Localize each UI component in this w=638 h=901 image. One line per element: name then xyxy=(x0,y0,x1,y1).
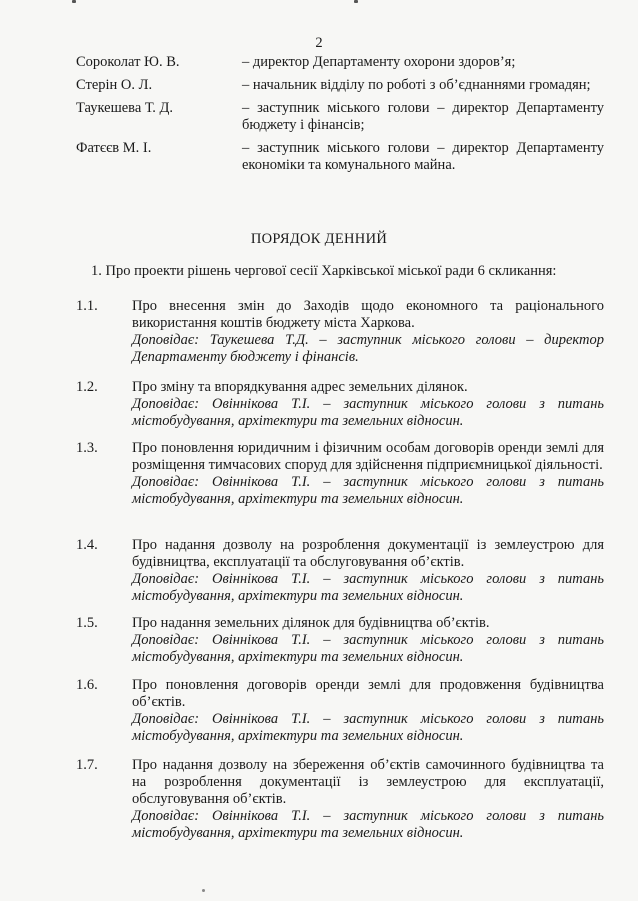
agenda-item-speaker: Доповідає: Овіннікова Т.І. – заступник міського голови з питань містобудування, архітектури та земельних відносин. xyxy=(132,808,604,841)
agenda-item xyxy=(76,537,604,605)
agenda-item xyxy=(76,298,604,366)
attendee-row xyxy=(76,77,604,94)
attendee-row xyxy=(76,100,604,134)
agenda-item-title: Про надання земельних ділянок для будівництва об’єктів. xyxy=(132,615,490,631)
agenda-item-number: 1.2. xyxy=(76,379,98,395)
attendee-role: – директор Департаменту охорони здоров’я; xyxy=(242,54,516,70)
agenda-item-number: 1.6. xyxy=(76,677,98,693)
agenda-item-speaker: Доповідає: Овіннікова Т.І. – заступник міського голови з питань містобудування, архітектури та земельних відносин. xyxy=(132,711,604,744)
attendee-name: Сороколат Ю. В. xyxy=(76,54,180,70)
agenda-item-speaker: Доповідає: Таукешева Т.Д. – заступник міського голови – директор Департаменту бюджету і фінансів. xyxy=(132,332,604,365)
agenda-intro: 1. Про проекти рішень чергової сесії Харківської міської ради 6 скликання: xyxy=(91,263,557,279)
agenda-item xyxy=(76,677,604,745)
attendee-row xyxy=(76,140,604,174)
agenda-item-title: Про надання дозволу на розроблення документації із землеустрою для будівництва, експлуатації та обслуговування об’єктів. xyxy=(132,537,604,570)
agenda-item-title: Про поновлення юридичним і фізичним особам договорів оренди землі для розміщення тимчасових споруд для здійснення підприємницької діяльності. xyxy=(132,440,604,473)
agenda-item-speaker: Доповідає: Овіннікова Т.І. – заступник міського голови з питань містобудування, архітектури та земельних відносин. xyxy=(132,632,604,665)
agenda-item xyxy=(76,379,604,430)
attendee-name: Таукешева Т. Д. xyxy=(76,100,174,116)
attendee-name: Фатєєв М. І. xyxy=(76,140,152,156)
agenda-item xyxy=(76,440,604,508)
attendee-list xyxy=(76,54,604,180)
agenda-item-speaker: Доповідає: Овіннікова Т.І. – заступник міського голови з питань містобудування, архітектури та земельних відносин. xyxy=(132,571,604,604)
agenda-item-number: 1.3. xyxy=(76,440,98,456)
attendee-role: – начальник відділу по роботі з об’єднаннями громадян; xyxy=(242,77,591,93)
agenda-item-speaker: Доповідає: Овіннікова Т.І. – заступник міського голови з питань містобудування, архітектури та земельних відносин. xyxy=(132,474,604,507)
agenda-item-number: 1.4. xyxy=(76,537,98,553)
agenda-item-number: 1.5. xyxy=(76,615,98,631)
agenda-item-number: 1.7. xyxy=(76,757,98,773)
agenda-item xyxy=(76,615,604,666)
attendee-name: Стерін О. Л. xyxy=(76,77,153,93)
agenda-item xyxy=(76,757,604,842)
scan-speck xyxy=(202,889,205,892)
agenda-item-title: Про поновлення договорів оренди землі для продовження будівництва об’єктів. xyxy=(132,677,604,710)
page-number: 2 xyxy=(315,35,323,51)
scan-mark xyxy=(72,0,76,3)
agenda-item-speaker: Доповідає: Овіннікова Т.І. – заступник міського голови з питань містобудування, архітектури та земельних відносин. xyxy=(132,396,604,429)
agenda-item-title: Про зміну та впорядкування адрес земельних ділянок. xyxy=(132,379,468,395)
scan-mark xyxy=(354,0,358,3)
agenda-item-title: Про надання дозволу на збереження об’єктів самочинного будівництва та на розроблення документації із землеустрою для експлуатації, обслуговування об’єктів. xyxy=(132,757,604,807)
attendee-role: – заступник міського голови – директор Департаменту бюджету і фінансів; xyxy=(242,100,604,133)
agenda-item-title: Про внесення змін до Заходів щодо економного та раціонального використання коштів бюджету міста Харкова. xyxy=(132,298,604,331)
agenda-item-number: 1.1. xyxy=(76,298,98,314)
agenda-title: ПОРЯДОК ДЕННИЙ xyxy=(250,231,388,247)
attendee-row xyxy=(76,54,604,71)
attendee-role: – заступник міського голови – директор Департаменту економіки та комунального майна. xyxy=(242,140,604,173)
